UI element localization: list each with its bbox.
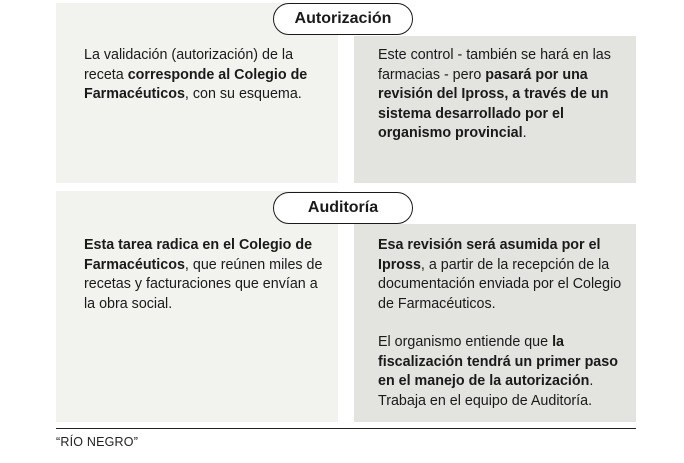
- autorizacion-right-panel: [354, 36, 636, 183]
- autorizacion-left-text: [84, 46, 330, 105]
- auditoria-left-panel: [56, 191, 338, 422]
- text-segment: . Trabaja en el equipo de Auditoría.: [378, 373, 594, 409]
- footer-divider: [56, 428, 636, 429]
- auditoria-right-paragraph-1: [378, 236, 628, 314]
- text-segment: La validación (autorización) de la receta: [84, 47, 294, 83]
- auditoria-left-text: [84, 236, 330, 314]
- text-segment: , que reúnen miles de recetas y facturaciones que envían a la obra social.: [84, 256, 323, 312]
- auditoria-heading: Auditoría: [273, 192, 413, 224]
- bold-segment: Esta tarea radica en el Colegio de Farmacéuticos: [84, 237, 313, 273]
- bold-segment: Esa revisión será asumida por el Ipross: [378, 237, 601, 273]
- auditoria-right-paragraph-2: [378, 333, 628, 411]
- bold-segment: la fiscalización tendrá un primer paso en el manejo de la autorización: [378, 334, 618, 389]
- text-segment: El organismo entiende que: [378, 334, 553, 350]
- text-segment: .: [522, 125, 527, 141]
- bold-segment: pasará por una revisión del Ipross, a través de un sistema desarrollado por el organismo provincial: [378, 66, 609, 141]
- source-credit: “RÍO NEGRO”: [56, 435, 139, 449]
- text-segment: Este control - también se hará en las farmacias - pero: [378, 47, 611, 83]
- text-segment: , a partir de la recepción de la documentación enviada por el Colegio de Farmacéuticos.: [378, 256, 622, 312]
- auditoria-right-panel: [354, 224, 636, 422]
- bold-segment: corresponde al Colegio de Farmacéuticos: [84, 66, 308, 102]
- autorizacion-right-text: [378, 46, 628, 144]
- autorizacion-heading: Autorización: [273, 3, 413, 35]
- text-segment: , con su esquema.: [184, 86, 302, 102]
